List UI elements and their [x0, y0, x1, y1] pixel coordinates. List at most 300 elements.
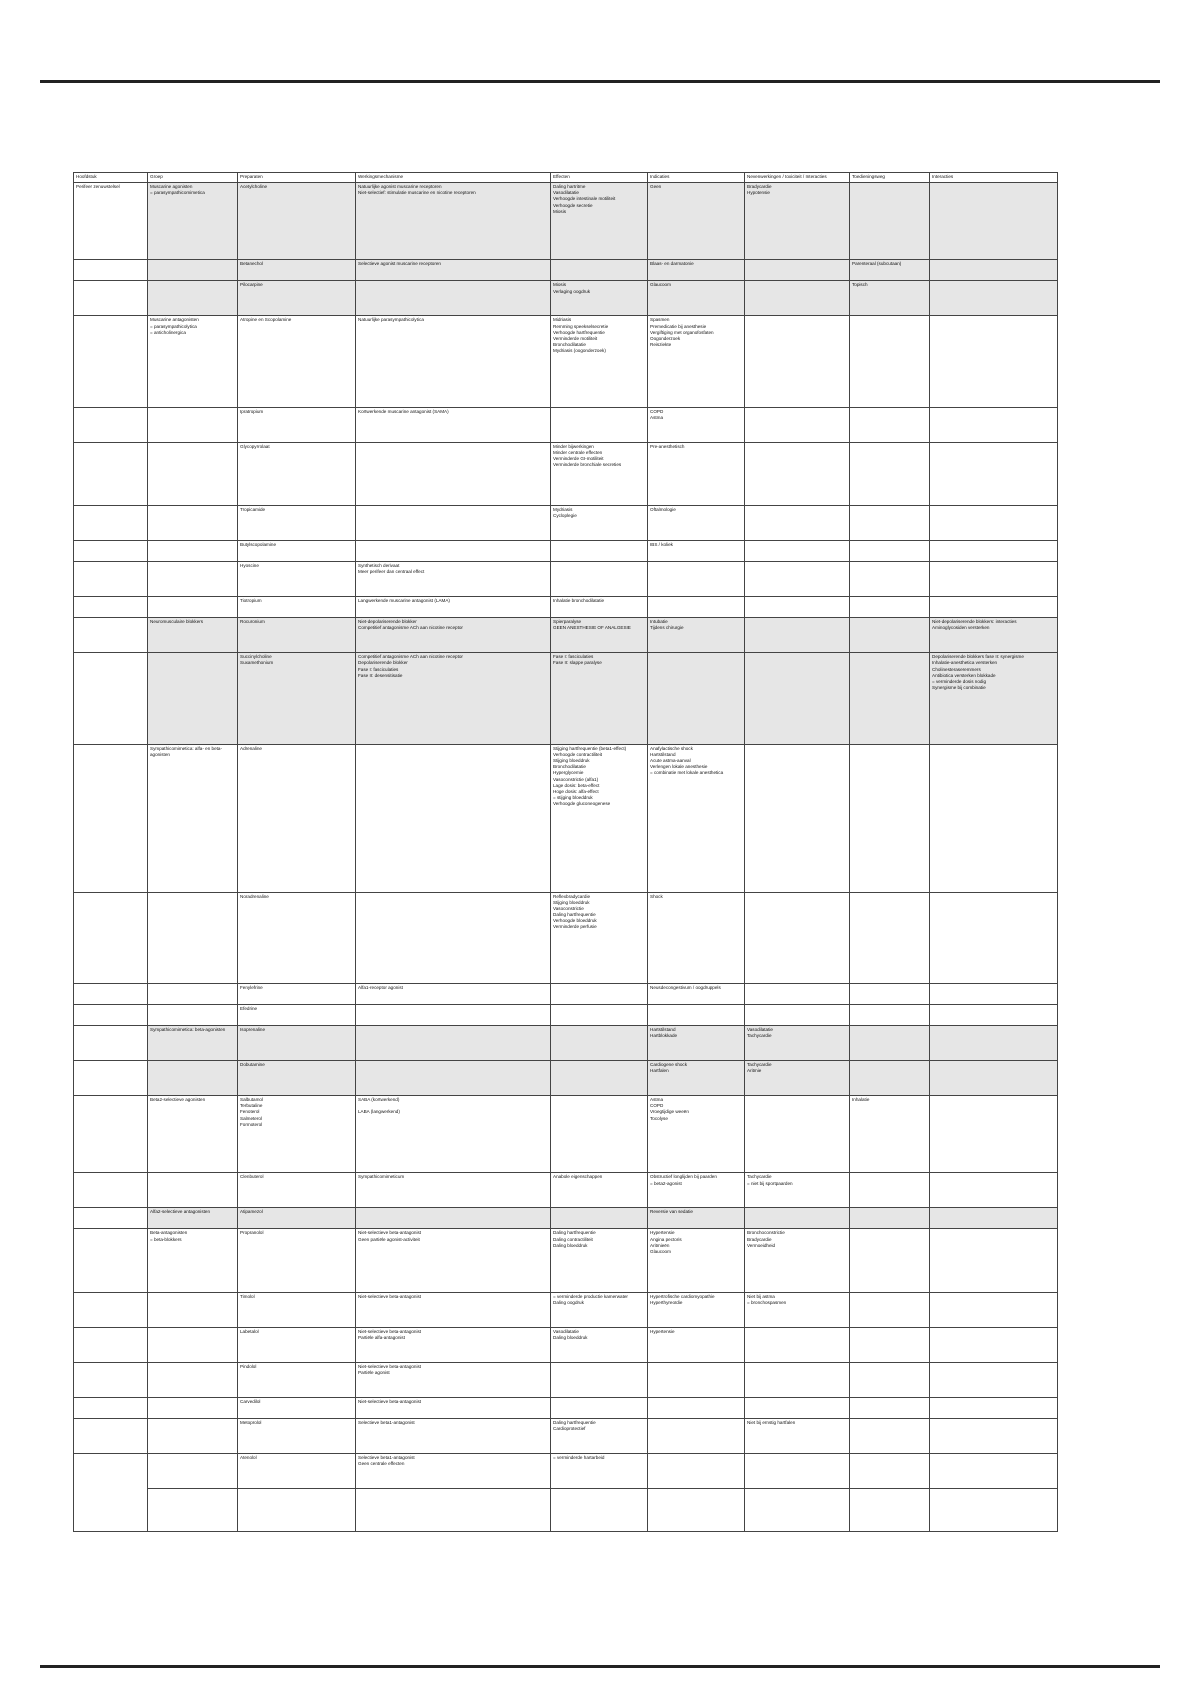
side-effects-cell: [745, 1208, 850, 1229]
mechanism-cell: Langwerkende muscarine antagonist (LAMA): [356, 597, 551, 618]
mechanism-cell: [356, 281, 551, 316]
indications-cell: Astma COPD Vroegtijdige weeën Tocolyse: [648, 1095, 745, 1172]
administration-cell: Inhalatie: [850, 1095, 930, 1172]
mechanism-cell: [356, 541, 551, 562]
preparation-cell: Atenolol: [238, 1453, 356, 1488]
section-spacer: [74, 562, 148, 597]
table-row: [74, 984, 1058, 1005]
bottom-rule: [40, 1665, 1160, 1668]
indications-cell: [648, 653, 745, 744]
indications-cell: COPD Astma: [648, 407, 745, 442]
table-row: [74, 1453, 1058, 1488]
table-row: [74, 744, 1058, 892]
interactions-cell: [930, 183, 1058, 260]
administration-cell: [850, 892, 930, 983]
header-cell: Toedieningsweg: [850, 173, 930, 183]
administration-cell: [850, 1397, 930, 1418]
table-row: [74, 1004, 1058, 1025]
table-row: [74, 1208, 1058, 1229]
side-effects-cell: [745, 892, 850, 983]
administration-cell: [850, 541, 930, 562]
section-spacer: [74, 1208, 148, 1229]
section-spacer: [74, 541, 148, 562]
mechanism-cell: Sympathicomimeticum: [356, 1173, 551, 1208]
effects-cell: Stijging hartfrequentie (beta1-effect) Verhoogde contractiliteit Stijging bloeddruk Bronchodilatatie Hyperglycemie Vasoconstrictie (alfa1) Lage dosis: beta-effect Hoge dosis: alfa-effect = stijging bloeddruk Verhoogde gluconeogenese: [551, 744, 648, 892]
side-effects-cell: [745, 1362, 850, 1397]
indications-cell: [648, 1453, 745, 1488]
indications-cell: Spasmen Premedicatie bij anesthesie Vergiftiging met organofosfaten Oogonderzoek Reisziekte: [648, 316, 745, 407]
table-row: [74, 892, 1058, 983]
table-row: [74, 1025, 1058, 1060]
section-spacer: [74, 1173, 148, 1208]
side-effects-cell: [745, 316, 850, 407]
effects-cell: Fase I: fasciculaties Fase II: slappe paralyse: [551, 653, 648, 744]
empty-cell: [850, 1489, 930, 1532]
mechanism-cell: Natuurlijke parasympathicolytica: [356, 316, 551, 407]
interactions-cell: [930, 744, 1058, 892]
indications-cell: Pre-anesthetisch: [648, 442, 745, 505]
interactions-cell: [930, 1327, 1058, 1362]
indications-cell: Shock: [648, 892, 745, 983]
interactions-cell: [930, 984, 1058, 1005]
side-effects-cell: [745, 653, 850, 744]
table-row: [74, 618, 1058, 653]
interactions-cell: [930, 1025, 1058, 1060]
preparation-cell: Pilocarpine: [238, 281, 356, 316]
effects-cell: Daling hartritme Vasodilatatie Verhoogde intestinale motiliteit Verhoogde secretie Miosis: [551, 183, 648, 260]
effects-cell: [551, 562, 648, 597]
mechanism-cell: [356, 1025, 551, 1060]
side-effects-cell: Bradycardie Hypotensie: [745, 183, 850, 260]
table-row: [74, 541, 1058, 562]
administration-cell: [850, 1208, 930, 1229]
side-effects-cell: [745, 281, 850, 316]
header-cell: Indicaties: [648, 173, 745, 183]
side-effects-cell: [745, 407, 850, 442]
preparation-cell: Propranolol: [238, 1229, 356, 1292]
table-row: [74, 1095, 1058, 1172]
preparation-cell: Isoprenaline: [238, 1025, 356, 1060]
table-row: [74, 506, 1058, 541]
side-effects-cell: [745, 597, 850, 618]
mechanism-cell: Selectieve beta1-antagonist: [356, 1418, 551, 1453]
section-spacer: [74, 260, 148, 281]
indications-cell: Hypertrofische cardiomyopathie Hyperthyreoïdie: [648, 1292, 745, 1327]
group-cell: Alfa2-selectieve antagonisten: [148, 1208, 238, 1229]
mechanism-cell: Alfa1-receptor agonist: [356, 984, 551, 1005]
effects-cell: [551, 407, 648, 442]
administration-cell: [850, 506, 930, 541]
side-effects-cell: [745, 744, 850, 892]
interactions-cell: [930, 1362, 1058, 1397]
mechanism-cell: Niet-selectieve beta-antagonist Partiële agonist: [356, 1362, 551, 1397]
group-cell: Muscarine antagonisten = parasympathicolytica = anticholinergica: [148, 316, 238, 407]
effects-cell: Anabole eigenschappen: [551, 1173, 648, 1208]
table-row: [74, 597, 1058, 618]
group-cell: [148, 281, 238, 316]
effects-cell: = verminderde hartarbeid: [551, 1453, 648, 1488]
section-spacer: [74, 597, 148, 618]
empty-cell: [238, 1489, 356, 1532]
interactions-cell: [930, 1292, 1058, 1327]
administration-cell: [850, 442, 930, 505]
table-row: [74, 183, 1058, 260]
mechanism-cell: Niet-selectieve beta-antagonist Partiële alfa-antagonist: [356, 1327, 551, 1362]
mechanism-cell: Niet-selectieve beta-antagonist: [356, 1397, 551, 1418]
preparation-cell: Atropine en Scopolamine: [238, 316, 356, 407]
table-row: [74, 1362, 1058, 1397]
interactions-cell: [930, 1453, 1058, 1488]
indications-cell: Cardiogene shock Hartfalen: [648, 1060, 745, 1095]
interactions-cell: [930, 506, 1058, 541]
administration-cell: [850, 618, 930, 653]
table-row: [74, 316, 1058, 407]
effects-cell: [551, 1004, 648, 1025]
administration-cell: [850, 744, 930, 892]
empty-cell: [648, 1489, 745, 1532]
effects-cell: Miosis Verlaging oogdruk: [551, 281, 648, 316]
interactions-cell: [930, 1229, 1058, 1292]
mechanism-cell: Competitief antagonisme ACh aan nicotine receptor Depolariserende blokker Fase I: fasciculaties Fase II: desensitisatie: [356, 653, 551, 744]
section-spacer: [74, 1004, 148, 1025]
group-cell: [148, 892, 238, 983]
preparation-cell: Noradrenaline: [238, 892, 356, 983]
indications-cell: Oftalmologie: [648, 506, 745, 541]
empty-cell: [551, 1489, 648, 1532]
group-cell: [148, 1327, 238, 1362]
table-row: [74, 1489, 1058, 1532]
indications-cell: [648, 1004, 745, 1025]
preparation-cell: Salbutamol Terbutaline Fenoterol Salmeterol Formoterol: [238, 1095, 356, 1172]
preparation-cell: Glycopyrrolaat: [238, 442, 356, 505]
side-effects-cell: [745, 442, 850, 505]
indications-cell: Hypertensie Angina pectoris Aritmieën Glaucoom: [648, 1229, 745, 1292]
side-effects-cell: [745, 984, 850, 1005]
administration-cell: Parenteraal (subcutaan): [850, 260, 930, 281]
mechanism-cell: [356, 506, 551, 541]
effects-cell: [551, 1025, 648, 1060]
effects-cell: Minder bijwerkingen Minder centrale effecten Verminderde GI-motiliteit Verminderde bronchiale secreties: [551, 442, 648, 505]
interactions-cell: [930, 281, 1058, 316]
section-spacer: [74, 1292, 148, 1327]
mechanism-cell: [356, 1060, 551, 1095]
group-cell: [148, 562, 238, 597]
section-spacer: [74, 1327, 148, 1362]
preparation-cell: Rocuronium: [238, 618, 356, 653]
preparation-cell: Hyoscine: [238, 562, 356, 597]
group-cell: [148, 1397, 238, 1418]
effects-cell: Inhalatie bronchodilatatie: [551, 597, 648, 618]
group-cell: Beta2-selectieve agonisten: [148, 1095, 238, 1172]
mechanism-cell: Natuurlijke agonist muscarine receptoren Niet-selectief: stimulatie muscarine en nicotine receptoren: [356, 183, 551, 260]
side-effects-cell: Vasodilatatie Tachycardie: [745, 1025, 850, 1060]
administration-cell: [850, 653, 930, 744]
table-row: [74, 1397, 1058, 1418]
side-effects-cell: [745, 1095, 850, 1172]
group-cell: [148, 407, 238, 442]
side-effects-cell: Bronchoconstrictie Bradycardie Vermoeidheid: [745, 1229, 850, 1292]
mechanism-cell: [356, 442, 551, 505]
interactions-cell: [930, 1173, 1058, 1208]
preparation-cell: Carvedilol: [238, 1397, 356, 1418]
mechanism-cell: [356, 1004, 551, 1025]
interactions-cell: [930, 1397, 1058, 1418]
section-spacer: [74, 1025, 148, 1060]
indications-cell: Neusdecongestivum / oogdruppels: [648, 984, 745, 1005]
empty-cell: [74, 1489, 148, 1532]
administration-cell: [850, 1327, 930, 1362]
preparation-cell: Timolol: [238, 1292, 356, 1327]
administration-cell: Topisch: [850, 281, 930, 316]
section-spacer: [74, 281, 148, 316]
group-cell: [148, 1173, 238, 1208]
administration-cell: [850, 1060, 930, 1095]
header-cell: Hoofdstuk: [74, 173, 148, 183]
side-effects-cell: Tachycardie Aritmie: [745, 1060, 850, 1095]
administration-cell: [850, 1025, 930, 1060]
indications-cell: Hypertensie: [648, 1327, 745, 1362]
preparation-cell: Acetylcholine: [238, 183, 356, 260]
section-spacer: [74, 984, 148, 1005]
group-cell: [148, 1453, 238, 1488]
section-spacer: [74, 1060, 148, 1095]
table-row: [74, 1173, 1058, 1208]
side-effects-cell: [745, 506, 850, 541]
effects-cell: Daling hartfrequentie Daling contractiliteit Daling bloeddruk: [551, 1229, 648, 1292]
group-cell: [148, 442, 238, 505]
administration-cell: [850, 1173, 930, 1208]
table-row: [74, 1327, 1058, 1362]
section-spacer: [74, 892, 148, 983]
group-cell: [148, 1060, 238, 1095]
section-spacer: [74, 653, 148, 744]
section-spacer: [74, 506, 148, 541]
indications-cell: Obstructief longlijden bij paarden = beta2-agonist: [648, 1173, 745, 1208]
section-spacer: [74, 618, 148, 653]
section-spacer: [74, 316, 148, 407]
empty-cell: [930, 1489, 1058, 1532]
preparation-cell: Butylscopolamine: [238, 541, 356, 562]
mechanism-cell: Niet-selectieve beta-antagonist: [356, 1292, 551, 1327]
mechanism-cell: [356, 892, 551, 983]
header-cell: Interacties: [930, 173, 1058, 183]
section-spacer: [74, 744, 148, 892]
group-cell: Sympathicomimetica: alfa- en beta-agonisten: [148, 744, 238, 892]
interactions-cell: Niet-depolariserende blokkers: interacties Aminoglycosiden versterken: [930, 618, 1058, 653]
table-row: [74, 1292, 1058, 1327]
table-row: [74, 442, 1058, 505]
section-spacer: [74, 442, 148, 505]
side-effects-cell: [745, 1397, 850, 1418]
section-spacer: [74, 1418, 148, 1453]
group-cell: [148, 260, 238, 281]
header-cell: Preparaten: [238, 173, 356, 183]
interactions-cell: [930, 1004, 1058, 1025]
side-effects-cell: [745, 1453, 850, 1488]
administration-cell: [850, 1229, 930, 1292]
indications-cell: [648, 597, 745, 618]
header-cell: Werkingsmechanisme: [356, 173, 551, 183]
effects-cell: [551, 1060, 648, 1095]
top-rule: [40, 80, 1160, 83]
pharmacology-table: [73, 172, 1058, 1532]
section-spacer: [74, 1229, 148, 1292]
effects-cell: Mydriasis Cycloplegie: [551, 506, 648, 541]
mechanism-cell: Niet-selectieve beta-antagonist Geen partiële agonist-activiteit: [356, 1229, 551, 1292]
side-effects-cell: [745, 618, 850, 653]
mechanism-cell: [356, 744, 551, 892]
administration-cell: [850, 597, 930, 618]
table-row: [74, 1229, 1058, 1292]
group-cell: [148, 541, 238, 562]
interactions-cell: [930, 1095, 1058, 1172]
effects-cell: [551, 541, 648, 562]
administration-cell: [850, 1292, 930, 1327]
side-effects-cell: [745, 541, 850, 562]
effects-cell: [551, 1397, 648, 1418]
effects-cell: Daling hartfrequentie Cardioprotectief: [551, 1418, 648, 1453]
interactions-cell: [930, 1060, 1058, 1095]
effects-cell: Reflexbradycardie Stijging bloeddruk Vasoconstrictie Daling hartfrequentie Verhoogde bloeddruk Verminderde perfusie: [551, 892, 648, 983]
interactions-cell: [930, 562, 1058, 597]
preparation-cell: Tropicamide: [238, 506, 356, 541]
header-cell: Groep: [148, 173, 238, 183]
preparation-cell: Pindolol: [238, 1362, 356, 1397]
interactions-cell: [930, 442, 1058, 505]
section-cell: Perifeer zenuwstelsel: [74, 183, 148, 260]
side-effects-cell: [745, 260, 850, 281]
indications-cell: Hartstilstand Hartblokkade: [648, 1025, 745, 1060]
side-effects-cell: [745, 1327, 850, 1362]
interactions-cell: [930, 1418, 1058, 1453]
preparation-cell: Clenbuterol: [238, 1173, 356, 1208]
administration-cell: [850, 1362, 930, 1397]
effects-cell: [551, 984, 648, 1005]
preparation-cell: Betanechol: [238, 260, 356, 281]
preparation-cell: Labetalol: [238, 1327, 356, 1362]
section-spacer: [74, 407, 148, 442]
preparation-cell: Ipratropium: [238, 407, 356, 442]
administration-cell: [850, 1004, 930, 1025]
mechanism-cell: Synthetisch derivaat Meer perifeer dan centraal effect: [356, 562, 551, 597]
header-row: [74, 173, 1058, 183]
preparation-cell: Atipamezol: [238, 1208, 356, 1229]
group-cell: [148, 597, 238, 618]
mechanism-cell: Niet-depolariserende blokker Competitief antagonisme ACh aan nicotine receptor: [356, 618, 551, 653]
indications-cell: [648, 1397, 745, 1418]
indications-cell: IBS / koliek: [648, 541, 745, 562]
table-row: [74, 1060, 1058, 1095]
table-row: [74, 562, 1058, 597]
group-cell: [148, 1292, 238, 1327]
table-row: [74, 281, 1058, 316]
group-cell: [148, 1418, 238, 1453]
empty-cell: [745, 1489, 850, 1532]
mechanism-cell: Selectieve beta1-antagonist Geen centrale effecten: [356, 1453, 551, 1488]
group-cell: Sympathicomimetica: beta-agonisten: [148, 1025, 238, 1060]
group-cell: Muscarine agonisten = parasympathicomimetica: [148, 183, 238, 260]
empty-cell: [148, 1489, 238, 1532]
group-cell: [148, 984, 238, 1005]
administration-cell: [850, 1418, 930, 1453]
table-body: [74, 183, 1058, 1532]
effects-cell: [551, 260, 648, 281]
indications-cell: [648, 1418, 745, 1453]
side-effects-cell: Niet bij astma = bronchospasmen: [745, 1292, 850, 1327]
group-cell: [148, 1362, 238, 1397]
mechanism-cell: Selectieve agonist muscarine receptoren: [356, 260, 551, 281]
interactions-cell: [930, 597, 1058, 618]
administration-cell: [850, 316, 930, 407]
mechanism-cell: [356, 1208, 551, 1229]
section-spacer: [74, 1362, 148, 1397]
preparation-cell: Dobutamine: [238, 1060, 356, 1095]
preparation-cell: Tiotropium: [238, 597, 356, 618]
table-row: [74, 260, 1058, 281]
mechanism-cell: SABA (kortwerkend) LABA (langwerkend): [356, 1095, 551, 1172]
side-effects-cell: [745, 1004, 850, 1025]
administration-cell: [850, 1453, 930, 1488]
table-row: [74, 653, 1058, 744]
indications-cell: [648, 562, 745, 597]
preparation-cell: Efedrine: [238, 1004, 356, 1025]
indications-cell: Geen: [648, 183, 745, 260]
interactions-cell: Depolariserende blokkers fase II: synergisme Inhalatie-anesthetica versterken Cholinesteraseremmers Antibiotica versterken blokkade = verminderde dosis nodig Synergisme bij combinatie: [930, 653, 1058, 744]
effects-cell: [551, 1362, 648, 1397]
empty-cell: [356, 1489, 551, 1532]
mechanism-cell: Kortwerkende muscarine antagonist (SAMA): [356, 407, 551, 442]
indications-cell: Anafylactische shock Hartstilstand Acute astma-aanval Verlengen lokale anesthesie = combinatie met lokale anesthetica: [648, 744, 745, 892]
administration-cell: [850, 183, 930, 260]
administration-cell: [850, 984, 930, 1005]
effects-cell: [551, 1208, 648, 1229]
effects-cell: = verminderde productie kamerwater Daling oogdruk: [551, 1292, 648, 1327]
section-spacer: [74, 1453, 148, 1488]
group-cell: Beta-antagonisten = beta-blokkers: [148, 1229, 238, 1292]
preparation-cell: Succinylcholine Suxamethonium: [238, 653, 356, 744]
preparation-cell: Adrenaline: [238, 744, 356, 892]
header-cell: Effecten: [551, 173, 648, 183]
indications-cell: Intubatie Tijdens chirurgie: [648, 618, 745, 653]
side-effects-cell: [745, 562, 850, 597]
indications-cell: Glaucoom: [648, 281, 745, 316]
header-cell: Nevenwerkingen / toxiciteit / Interacties: [745, 173, 850, 183]
interactions-cell: [930, 407, 1058, 442]
indications-cell: [648, 1362, 745, 1397]
table-row: [74, 1418, 1058, 1453]
interactions-cell: [930, 260, 1058, 281]
preparation-cell: Metoprolol: [238, 1418, 356, 1453]
interactions-cell: [930, 541, 1058, 562]
preparation-cell: Fenylefrine: [238, 984, 356, 1005]
group-cell: Neuromusculaire blokkers: [148, 618, 238, 653]
administration-cell: [850, 407, 930, 442]
interactions-cell: [930, 892, 1058, 983]
side-effects-cell: Niet bij ernstig hartfalen: [745, 1418, 850, 1453]
interactions-cell: [930, 1208, 1058, 1229]
group-cell: [148, 653, 238, 744]
section-spacer: [74, 1095, 148, 1172]
effects-cell: Vasodilatatie Daling bloeddruk: [551, 1327, 648, 1362]
effects-cell: Spierparalyse GEEN ANESTHESIE OF ANALGESIE: [551, 618, 648, 653]
indications-cell: Blaas- en darmatonie: [648, 260, 745, 281]
table-row: [74, 407, 1058, 442]
administration-cell: [850, 562, 930, 597]
indications-cell: Reversie van sedatie: [648, 1208, 745, 1229]
group-cell: [148, 506, 238, 541]
group-cell: [148, 1004, 238, 1025]
effects-cell: [551, 1095, 648, 1172]
